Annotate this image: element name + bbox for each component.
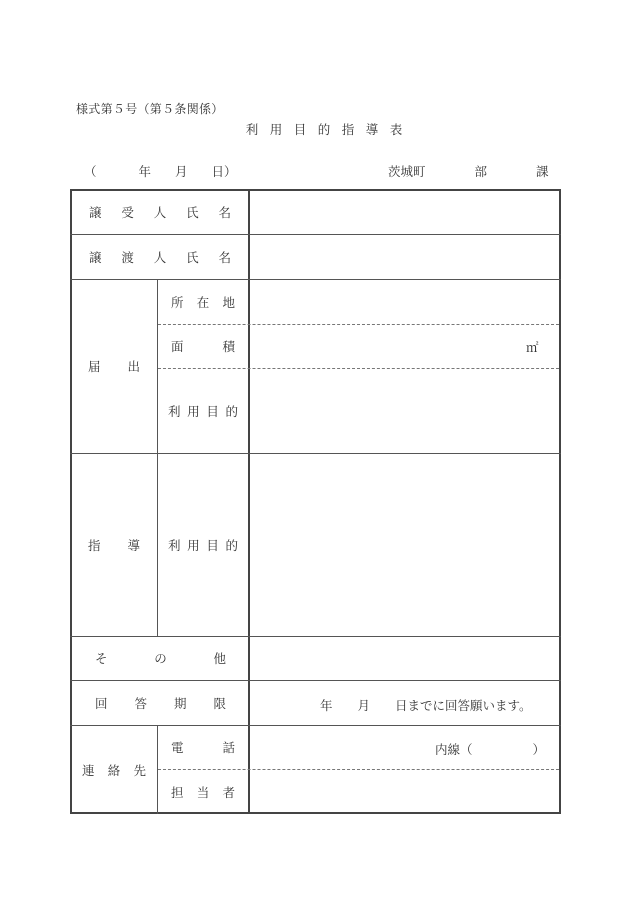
extension-close-paren: ） (532, 742, 546, 757)
label-char: 利 (168, 403, 181, 419)
date-day-label: 日） (211, 164, 237, 179)
transferor-name-label (89, 234, 231, 279)
response-deadline-text (320, 696, 532, 714)
label-char: 者 (222, 784, 235, 800)
label-char: 的 (225, 537, 238, 553)
label-char: 積 (222, 339, 235, 354)
label-char: 当 (196, 784, 210, 800)
label-char: 答 (134, 695, 147, 711)
label-char: 名 (218, 249, 231, 265)
label-char: 届 (88, 359, 101, 374)
bu-label: 部 (474, 164, 488, 179)
label-char: 目 (206, 537, 219, 553)
label-char: 用 (187, 403, 200, 419)
deadline-year-label: 年 (320, 698, 333, 713)
usage-purpose-label (168, 368, 238, 453)
department-field[interactable] (388, 162, 549, 180)
form-number: 様式第５号（第５条関係） (76, 102, 224, 116)
label-char: 目 (206, 403, 219, 419)
date-year-label: 年 (138, 164, 152, 179)
row-divider (70, 279, 561, 280)
label-char: 担 (171, 784, 184, 800)
label-char: 受 (121, 204, 134, 220)
label-char: 人 (153, 204, 167, 220)
label-char: 話 (222, 740, 235, 755)
extension-text (435, 740, 545, 758)
guidance-usage-purpose-field[interactable] (250, 455, 559, 635)
usage-purpose-field[interactable] (250, 370, 559, 452)
extension-label: 内線（ (435, 742, 473, 757)
label-char: 用 (187, 537, 200, 553)
contact-group-label (82, 725, 146, 814)
transferor-name-field[interactable] (250, 236, 559, 278)
sub-column-divider-notification (157, 279, 158, 636)
label-char: 他 (213, 651, 226, 666)
other-label (95, 636, 226, 680)
transferee-name-label (89, 189, 231, 234)
label-char: 氏 (186, 204, 199, 220)
label-char: 限 (213, 695, 226, 711)
title-char: 用 (269, 122, 283, 137)
phone-label (171, 725, 235, 769)
label-char: 出 (127, 359, 140, 374)
date-field[interactable] (84, 162, 237, 180)
label-char: 氏 (186, 249, 199, 265)
label-char: 利 (168, 537, 181, 553)
label-char: 回 (95, 695, 108, 711)
label-char: 連 (82, 762, 95, 778)
deadline-month-label: 月 (357, 698, 371, 713)
title-char: 表 (389, 122, 403, 137)
date-open-paren: （ (84, 164, 97, 179)
form-title (240, 120, 408, 138)
label-char: 渡 (121, 249, 134, 265)
guidance-usage-purpose-label (168, 453, 238, 636)
area-label (171, 324, 235, 368)
label-char: 譲 (89, 249, 102, 265)
location-field[interactable] (250, 281, 559, 323)
notification-group-label (88, 279, 140, 453)
label-char: 指 (88, 537, 101, 553)
title-char: 利 (245, 122, 259, 137)
label-char: 的 (225, 403, 238, 419)
label-char: 電 (171, 740, 184, 755)
title-char: 的 (317, 122, 331, 137)
label-char: 先 (133, 762, 146, 778)
date-month-label: 月 (175, 164, 188, 179)
other-field[interactable] (250, 638, 559, 679)
label-char: 譲 (89, 204, 102, 220)
area-field[interactable] (250, 326, 559, 367)
title-char: 指 (341, 122, 355, 137)
label-char: 名 (218, 204, 231, 220)
person-in-charge-field[interactable] (250, 771, 559, 812)
label-char: 導 (127, 537, 140, 553)
label-char: 在 (196, 294, 210, 310)
title-char: 導 (365, 122, 379, 137)
person-in-charge-label (171, 769, 235, 814)
response-deadline-label (95, 680, 226, 725)
label-char: 期 (173, 695, 187, 711)
label-char: 絡 (107, 762, 121, 778)
label-char: そ (95, 651, 108, 666)
guidance-group-label (88, 453, 140, 636)
label-char: の (154, 651, 167, 666)
label-char: 人 (153, 249, 167, 265)
town-label: 茨城町 (388, 164, 426, 179)
transferee-name-field[interactable] (250, 191, 559, 233)
label-char: 所 (171, 294, 184, 310)
location-label (171, 279, 235, 324)
square-meter-unit: ㎡ (526, 340, 539, 355)
label-char: 面 (171, 339, 184, 354)
title-char: 目 (293, 122, 307, 137)
ka-label: 課 (536, 164, 549, 179)
label-char: 地 (222, 294, 235, 310)
deadline-suffix: 日までに回答願います。 (395, 698, 532, 713)
row-divider (70, 453, 561, 454)
